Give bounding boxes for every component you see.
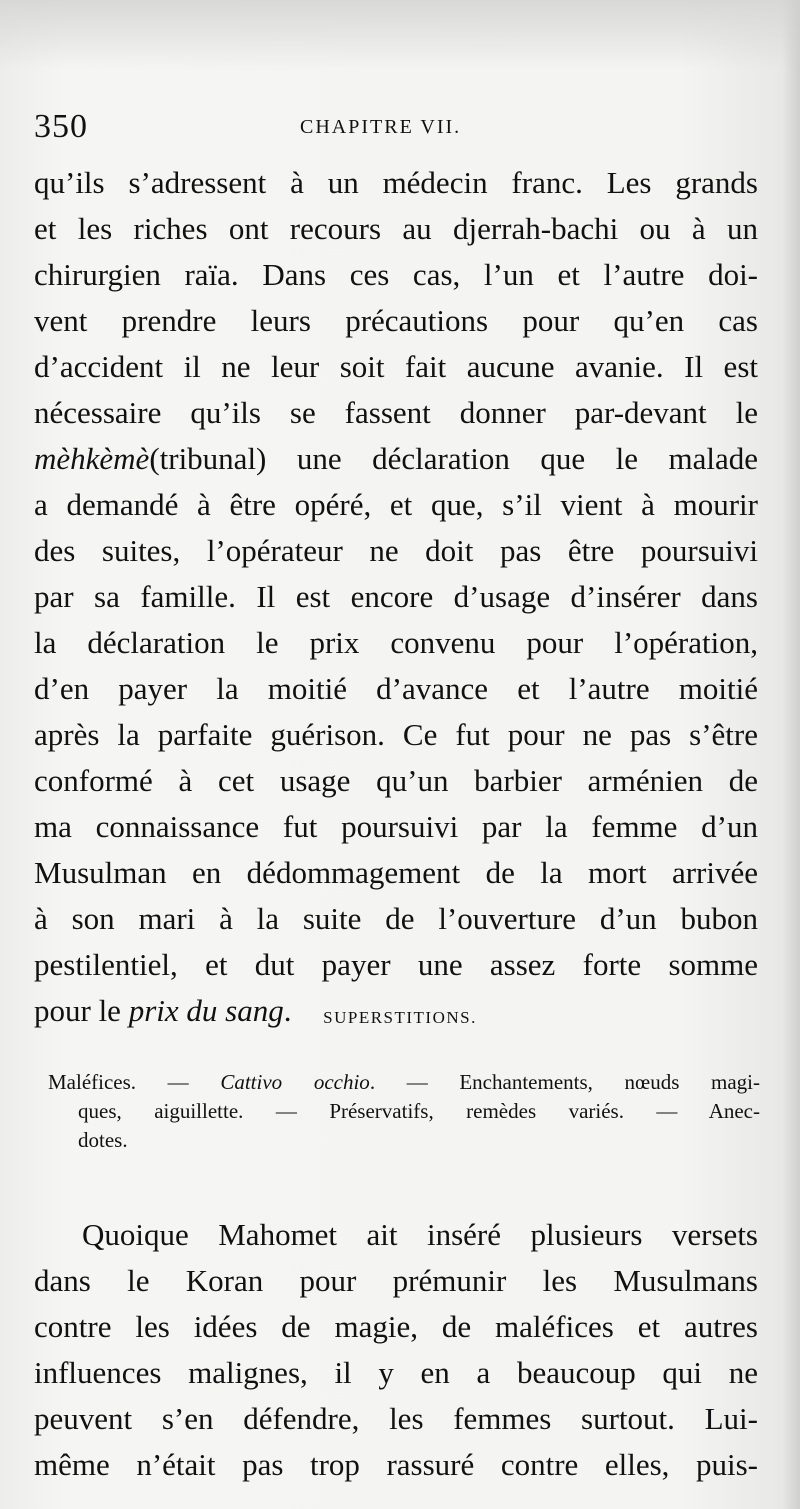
text-line: a demandé à être opéré, et que, s’il vient à mourir	[34, 487, 758, 522]
text-line: Musulman en dédommagement de la mort arrivée	[34, 855, 758, 890]
summary-line: ques, aiguillette. — Préservatifs, remèdes variés. — Anec-	[78, 1099, 760, 1123]
text-line: ma connaissance fut poursuivi par la femme d’un	[34, 809, 758, 844]
italic-term: Cattivo occhio	[220, 1070, 370, 1094]
text-line: Quoique Mahomet ait inséré plusieurs versets	[82, 1217, 758, 1252]
chapter-title: CHAPITRE VII.	[300, 116, 462, 138]
text-line: nécessaire qu’ils se fassent donner par-devant le	[34, 395, 758, 430]
summary-line	[48, 1068, 760, 1097]
text-line: après la parfaite guérison. Ce fut pour ne pas s’être	[34, 717, 758, 752]
page-number: 350	[34, 108, 88, 145]
text-line: qu’ils s’adressent à un médecin franc. Les grands	[34, 165, 758, 200]
text-span: pour le	[34, 993, 129, 1028]
text-line: même n’était pas trop rassuré contre elles, puis-	[34, 1447, 758, 1482]
running-head	[34, 108, 754, 148]
text-line: peuvent s’en défendre, les femmes surtout. Lui-	[34, 1401, 758, 1436]
text-line: à son mari à la suite de l’ouverture d’un bubon	[34, 901, 758, 936]
section-summary	[48, 1068, 760, 1155]
text-line: conformé à cet usage qu’un barbier arménien de	[34, 763, 758, 798]
text-span: Maléfices. —	[48, 1070, 221, 1094]
text-line	[34, 436, 758, 482]
paragraph-new	[34, 1212, 758, 1488]
text-line: chirurgien raïa. Dans ces cas, l’un et l’autre doi-	[34, 257, 758, 292]
scan-edge	[782, 0, 800, 1509]
text-span: (tribunal) une déclaration que le malade	[149, 441, 758, 476]
italic-term: prix du sang	[128, 993, 284, 1028]
text-line: pestilentiel, et dut payer une assez forte somme	[34, 947, 758, 982]
text-line: et les riches ont recours au djerrah-bachi ou à un	[34, 211, 758, 246]
text-span: .	[283, 993, 292, 1028]
summary-line: dotes.	[78, 1128, 128, 1152]
scan-shadow	[0, 0, 800, 70]
text-line: dans le Koran pour prémunir les Musulmans	[34, 1263, 758, 1298]
section-heading: SUPERSTITIONS.	[323, 1008, 477, 1027]
text-line: des suites, l’opérateur ne doit pas être poursuivi	[34, 533, 758, 568]
paragraph-continued	[34, 160, 758, 1034]
text-span: . — Enchantements, nœuds magi-	[369, 1070, 761, 1094]
text-line: contre les idées de magie, de maléfices et autres	[34, 1309, 758, 1344]
text-line: la déclaration le prix convenu pour l’opération,	[34, 625, 758, 660]
text-line: vent prendre leurs précautions pour qu’en cas	[34, 303, 758, 338]
italic-term: mèhkèmè	[34, 441, 150, 476]
text-line: par sa famille. Il est encore d’usage d’insérer dans	[34, 579, 758, 614]
text-line: influences malignes, il y en a beaucoup qui ne	[34, 1355, 758, 1390]
text-line: d’en payer la moitié d’avance et l’autre moitié	[34, 671, 758, 706]
text-line: d’accident il ne leur soit fait aucune avanie. Il est	[34, 349, 758, 384]
